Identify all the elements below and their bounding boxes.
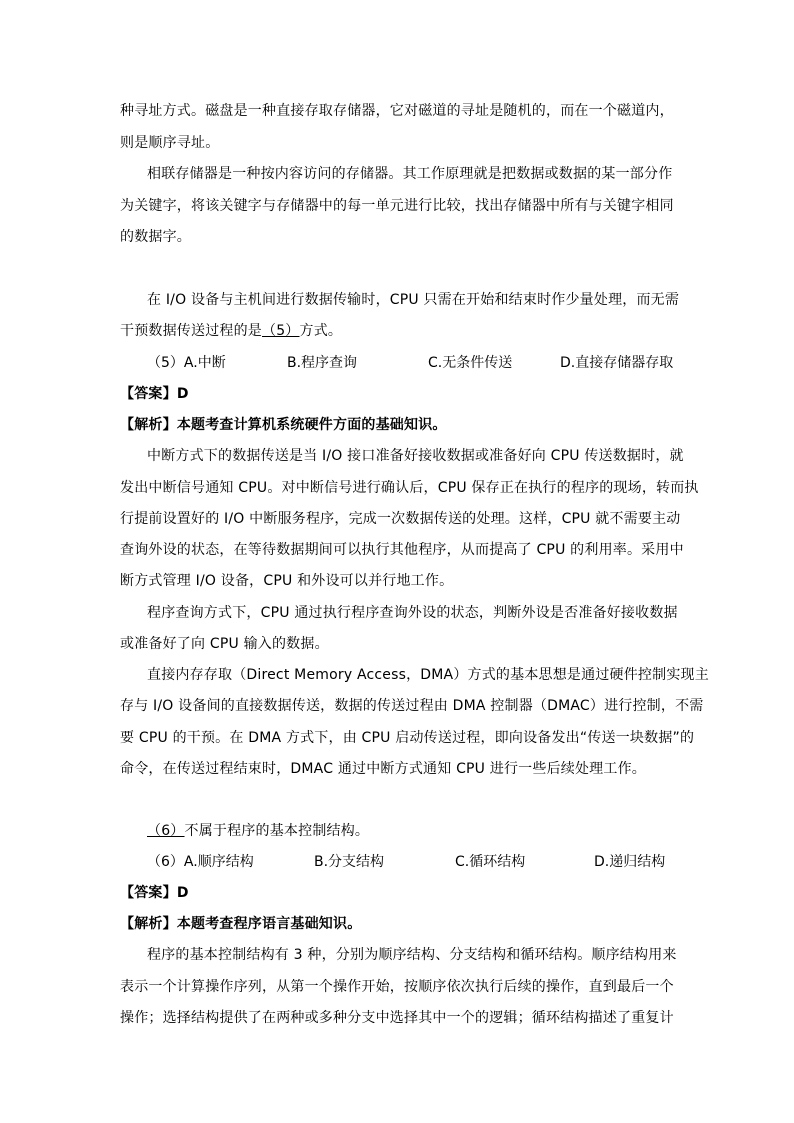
q5-blank: （5） [262,323,300,339]
q5-stem-line-2 [120,321,342,341]
q5-answer [120,384,189,404]
q5-para1-line-4: 查询外设的状态，在等待数据期间可以执行其他程序，从而提高了 CPU 的利用率。采用中 [120,542,684,558]
q5-para3-line-2: 存与 I/O 设备间的直接数据传送，数据的传送过程由 DMA 控制器（DMAC）进行控制，不需 [120,698,704,714]
q6-analysis-title: 本题考查程序语言基础知识。 [176,916,362,932]
q6-option-a: （6）A.顺序结构 [147,854,254,870]
intro-p2-line-2: 为关键字，将该关键字与存储器中的每一单元进行比较，找出存储器中所有与关键字相同 [120,198,674,214]
q5-analysis-heading [120,415,447,435]
q5-stem-line-1: 在 I/O 设备与主机间进行数据传输时，CPU 只需在开始和结束时作少量处理，而无需 [147,292,680,308]
q5-option-d: D.直接存储器存取 [560,355,674,371]
q6-answer-label: 【答案】 [120,885,177,901]
q6-para1-line-1: 程序的基本控制结构有 3 种，分别为顺序结构、分支结构和循环结构。顺序结构用来 [147,947,677,963]
q5-option-a: （5）A.中断 [147,355,226,371]
q5-stem-text: 干预数据传送过程的是 [120,323,262,339]
q5-para2-line-2: 或准备好了向 CPU 输入的数据。 [120,636,329,652]
q6-stem [147,821,369,841]
q5-answer-value: D [176,386,189,402]
q6-blank: （6） [147,823,185,839]
intro-p2-line-1: 相联存储器是一种按内容访问的存储器。其工作原理就是把数据或数据的某一部分作 [147,166,673,182]
q5-option-b: B.程序查询 [287,355,358,371]
q6-answer [120,883,189,903]
q5-para3-line-3: 要 CPU 的干预。在 DMA 方式下，由 CPU 启动传送过程，即向设备发出“传送一块数据”的 [120,730,695,746]
q5-option-c: C.无条件传送 [428,355,513,371]
q6-option-b: B.分支结构 [314,854,385,870]
q5-analysis-title: 本题考查计算机系统硬件方面的基础知识。 [176,417,447,433]
q5-para2-line-1: 程序查询方式下，CPU 通过执行程序查询外设的状态，判断外设是否准备好接收数据 [147,605,678,621]
q6-analysis-heading [120,914,361,934]
intro-p1-line-1: 种寻址方式。磁盘是一种直接存取存储器，它对磁道的寻址是随机的，而在一个磁道内， [120,103,674,119]
q6-option-d: D.递归结构 [594,854,666,870]
q5-para1-line-5: 断方式管理 I/O 设备，CPU 和外设可以并行地工作。 [120,573,454,589]
q6-analysis-label: 【解析】 [120,916,177,932]
intro-p2-line-3: 的数据字。 [120,229,191,245]
q5-para1-line-1: 中断方式下的数据传送是当 I/O 接口准备好接收数据或准备好向 CPU 传送数据时，就 [147,448,684,464]
q5-para3-line-1: 直接内存存取（Direct Memory Access，DMA）方式的基本思想是通过硬件控制实现主 [147,667,709,683]
q5-stem-suffix: 方式。 [299,323,343,339]
q6-answer-value: D [176,885,189,901]
q5-analysis-label: 【解析】 [120,417,177,433]
q5-answer-label: 【答案】 [120,386,177,402]
q5-para1-line-3: 行提前设置好的 I/O 中断服务程序，完成一次数据传送的处理。这样，CPU 就不需要主动 [120,511,681,527]
q5-para3-line-4: 命令，在传送过程结束时，DMAC 通过中断方式通知 CPU 进行一些后续处理工作。 [120,761,646,777]
intro-p1-line-2: 则是顺序寻址。 [120,135,220,151]
q6-option-c: C.循环结构 [455,854,526,870]
q6-stem-text: 不属于程序的基本控制结构。 [184,823,370,839]
q6-para1-line-3: 操作；选择结构提供了在两种或多种分支中选择其中一个的逻辑；循环结构描述了重复计 [120,1010,674,1026]
q5-para1-line-2: 发出中断信号通知 CPU。对中断信号进行确认后，CPU 保存正在执行的程序的现场，转而执 [120,480,699,496]
q6-para1-line-2: 表示一个计算操作序列，从第一个操作开始，按顺序依次执行后续的操作，直到最后一个 [120,979,674,995]
